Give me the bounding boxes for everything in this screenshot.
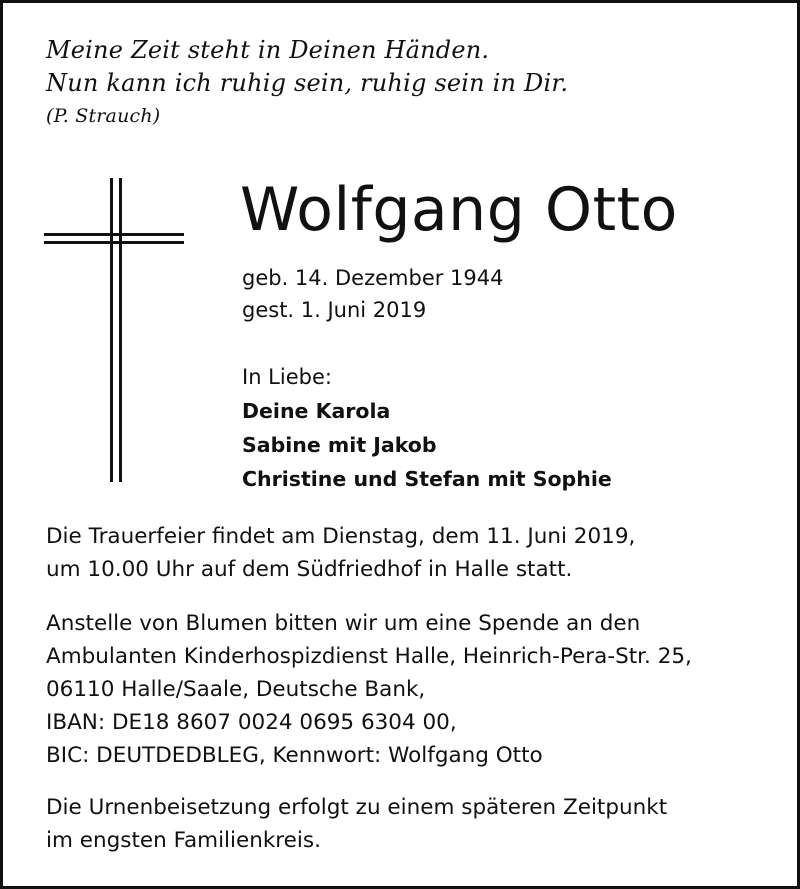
verse-line-1: Meine Zeit steht in Deinen Händen. — [46, 36, 490, 64]
mourner-name: Deine Karola — [242, 399, 391, 423]
bic-line: BIC: DEUTDEDBLEG, Kennwort: Wolfgang Otto — [46, 743, 543, 768]
iban-line: IBAN: DE18 8607 0024 0695 6304 00, — [46, 710, 457, 735]
verse-line-2: Nun kann ich ruhig sein, ruhig sein in Dir. — [46, 69, 569, 97]
mourner-name: Sabine mit Jakob — [242, 433, 437, 457]
funeral-line: Die Trauerfeier findet am Dienstag, dem 11. Juni 2019, — [46, 524, 636, 549]
deceased-name: Wolfgang Otto — [240, 175, 678, 245]
cross-vertical-bar — [110, 178, 113, 482]
life-dates — [242, 262, 504, 326]
donation-line: Ambulanten Kinderhospizdienst Halle, Heinrich-Pera-Str. 25, — [46, 644, 692, 669]
cross-horizontal-bar — [44, 241, 184, 244]
cross-vertical-bar — [119, 178, 122, 482]
birth-date: geb. 14. Dezember 1944 — [242, 266, 504, 290]
mourners-list — [242, 360, 612, 496]
mourner-name: Christine und Stefan mit Sophie — [242, 467, 612, 491]
funeral-notice — [46, 520, 635, 586]
death-date: gest. 1. Juni 2019 — [242, 298, 427, 322]
bible-verse — [46, 34, 568, 132]
donation-line: Anstelle von Blumen bitten wir um eine Spende an den — [46, 611, 641, 636]
burial-line: Die Urnenbeisetzung erfolgt zu einem späteren Zeitpunkt — [46, 795, 668, 820]
donation-line: 06110 Halle/Saale, Deutsche Bank, — [46, 677, 426, 702]
funeral-line: um 10.00 Uhr auf dem Südfriedhof in Halle statt. — [46, 557, 573, 582]
verse-author: (P. Strauch) — [46, 105, 161, 127]
burial-line: im engsten Familienkreis. — [46, 828, 321, 853]
donation-notice — [46, 607, 692, 772]
burial-notice — [46, 791, 667, 857]
cross-horizontal-bar — [44, 233, 184, 236]
mourners-intro: In Liebe: — [242, 365, 332, 389]
